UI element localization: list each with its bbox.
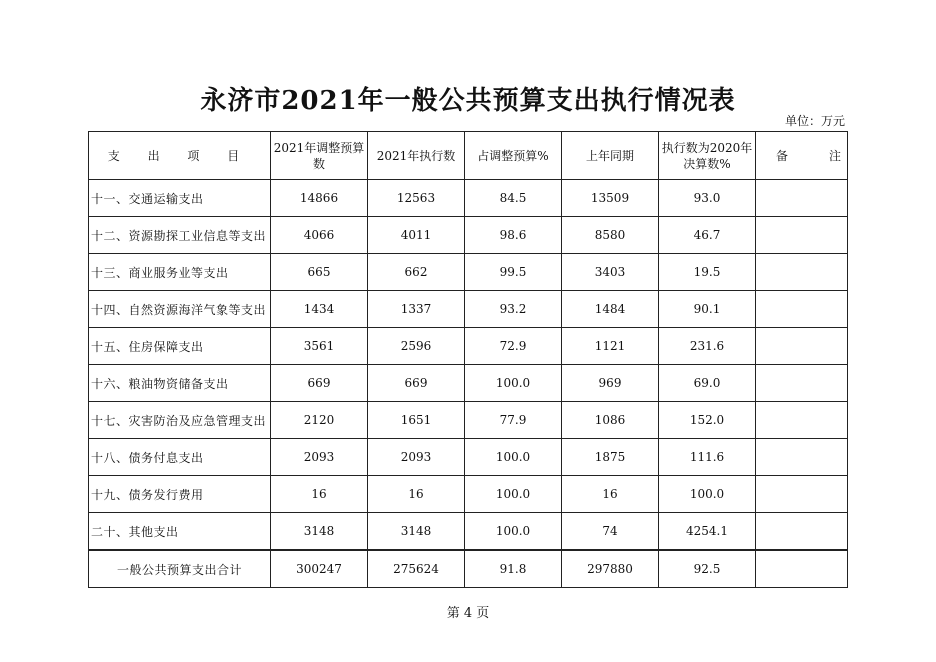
table-row [89,291,848,328]
cell-budget: 14866 [271,180,368,217]
cell-budget: 3561 [271,328,368,365]
cell-executed: 16 [368,476,465,513]
cell-executed: 275624 [368,550,465,588]
cell-last-year: 1121 [562,328,659,365]
table-row [89,180,848,217]
cell-item: 十七、灾害防治及应急管理支出 [89,402,271,439]
table-row [89,365,848,402]
cell-note [756,365,848,402]
cell-budget: 1434 [271,291,368,328]
cell-note [756,328,848,365]
cell-executed: 662 [368,254,465,291]
cell-ratio: 100.0 [465,513,562,551]
cell-executed: 1337 [368,291,465,328]
cell-ratio: 93.2 [465,291,562,328]
cell-last-year: 3403 [562,254,659,291]
cell-ratio: 100.0 [465,365,562,402]
cell-budget: 4066 [271,217,368,254]
cell-last-year: 16 [562,476,659,513]
cell-executed: 2596 [368,328,465,365]
cell-ratio: 72.9 [465,328,562,365]
cell-note [756,476,848,513]
cell-item: 十二、资源勘探工业信息等支出 [89,217,271,254]
cell-last-year: 297880 [562,550,659,588]
cell-vs2020: 69.0 [659,365,756,402]
table-row [89,328,848,365]
cell-ratio: 77.9 [465,402,562,439]
header-item: 支 出 项 目 [89,132,271,180]
cell-vs2020: 100.0 [659,476,756,513]
cell-vs2020: 4254.1 [659,513,756,551]
cell-note [756,550,848,588]
cell-note [756,180,848,217]
cell-last-year: 13509 [562,180,659,217]
expenditure-table [88,131,848,588]
cell-vs2020: 152.0 [659,402,756,439]
header-note: 备 注 [756,132,848,180]
cell-ratio: 99.5 [465,254,562,291]
table-row [89,439,848,476]
cell-executed: 12563 [368,180,465,217]
cell-budget: 3148 [271,513,368,551]
cell-last-year: 74 [562,513,659,551]
cell-vs2020: 231.6 [659,328,756,365]
cell-note [756,402,848,439]
cell-executed: 669 [368,365,465,402]
cell-item: 十五、住房保障支出 [89,328,271,365]
cell-ratio: 91.8 [465,550,562,588]
cell-executed: 4011 [368,217,465,254]
table-total-row [89,550,848,588]
cell-ratio: 98.6 [465,217,562,254]
cell-ratio: 100.0 [465,439,562,476]
cell-last-year: 8580 [562,217,659,254]
cell-item: 十六、粮油物资储备支出 [89,365,271,402]
cell-vs2020: 19.5 [659,254,756,291]
unit-label: 单位：万元 [784,114,845,128]
cell-item: 一般公共预算支出合计 [89,550,271,588]
header-last-year: 上年同期 [562,132,659,180]
cell-note [756,254,848,291]
cell-budget: 669 [271,365,368,402]
cell-vs2020: 92.5 [659,550,756,588]
table-row [89,402,848,439]
cell-last-year: 1484 [562,291,659,328]
table-header-row [89,132,848,180]
cell-last-year: 969 [562,365,659,402]
cell-budget: 665 [271,254,368,291]
cell-vs2020: 111.6 [659,439,756,476]
table-row [89,254,848,291]
table-row [89,476,848,513]
cell-budget: 2120 [271,402,368,439]
cell-executed: 3148 [368,513,465,551]
cell-vs2020: 93.0 [659,180,756,217]
table-row [89,513,848,551]
page-number: 第 4 页 [446,606,490,621]
cell-budget: 16 [271,476,368,513]
cell-item: 十三、商业服务业等支出 [89,254,271,291]
header-vs2020: 执行数为2020年决算数% [659,132,756,180]
cell-item: 十八、债务付息支出 [89,439,271,476]
cell-item: 十九、债务发行费用 [89,476,271,513]
header-executed: 2021年执行数 [368,132,465,180]
cell-budget: 300247 [271,550,368,588]
header-ratio: 占调整预算% [465,132,562,180]
cell-note [756,439,848,476]
cell-ratio: 84.5 [465,180,562,217]
cell-executed: 1651 [368,402,465,439]
cell-item: 十四、自然资源海洋气象等支出 [89,291,271,328]
page-title: 永济市2021年一般公共预算支出执行情况表 [200,86,736,116]
cell-budget: 2093 [271,439,368,476]
cell-last-year: 1086 [562,402,659,439]
cell-executed: 2093 [368,439,465,476]
table-row [89,217,848,254]
cell-vs2020: 46.7 [659,217,756,254]
cell-last-year: 1875 [562,439,659,476]
cell-note [756,291,848,328]
cell-vs2020: 90.1 [659,291,756,328]
cell-note [756,217,848,254]
cell-ratio: 100.0 [465,476,562,513]
cell-item: 十一、交通运输支出 [89,180,271,217]
cell-note [756,513,848,551]
cell-item: 二十、其他支出 [89,513,271,551]
header-budget: 2021年调整预算数 [271,132,368,180]
